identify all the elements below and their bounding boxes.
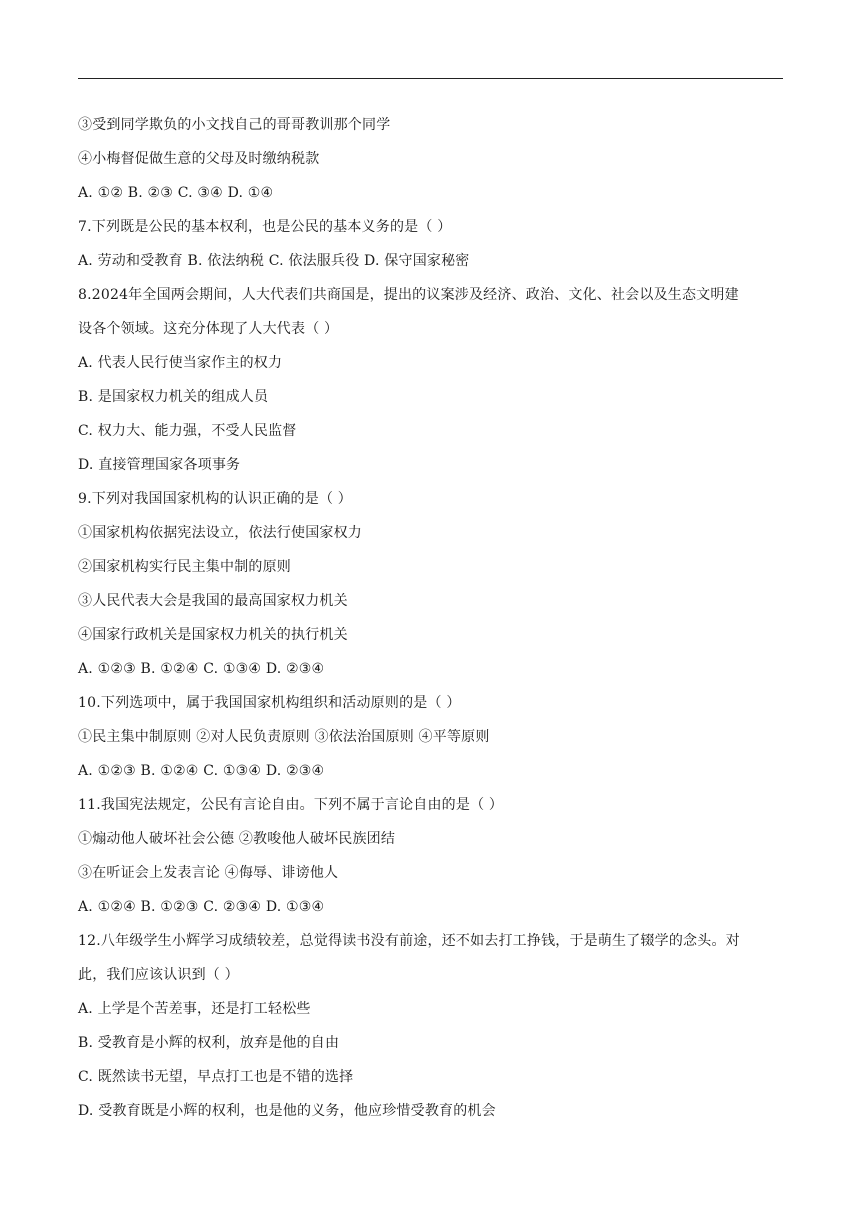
question-11: 11.我国宪法规定，公民有言论自由。下列不属于言论自由的是（ ）	[78, 797, 504, 813]
question-12: 12.八年级学生小辉学习成绩较差，总觉得读书没有前途，还不如去打工挣钱，于是萌生了辍学的念头。对	[78, 933, 740, 949]
question-12-continued: 此，我们应该认识到（ ）	[78, 967, 239, 983]
statements: ①民主集中制原则 ②对人民负责原则 ③依法治国原则 ④平等原则	[78, 729, 490, 745]
answer-option-a: A. 代表人民行使当家作主的权力	[78, 355, 283, 371]
question-10: 10.下列选项中，属于我国国家机构组织和活动原则的是（ ）	[78, 695, 461, 711]
question-8-continued: 设各个领域。这充分体现了人大代表（ ）	[78, 321, 339, 337]
statement-3: ③人民代表大会是我国的最高国家权力机关	[78, 593, 348, 609]
answer-options: A. ①②③ B. ①②④ C. ①③④ D. ②③④	[78, 661, 325, 677]
question-7: 7.下列既是公民的基本权利，也是公民的基本义务的是（ ）	[78, 219, 452, 235]
statement-2: ②国家机构实行民主集中制的原则	[78, 559, 291, 575]
answer-options: A. ①②③ B. ①②④ C. ①③④ D. ②③④	[78, 763, 325, 779]
header-rule	[78, 78, 783, 79]
question-8: 8.2024年全国两会期间，人大代表们共商国是，提出的议案涉及经济、政治、文化、社会以及生态文明建	[78, 287, 739, 303]
answer-option-d: D. 受教育既是小辉的权利，也是他的义务，他应珍惜受教育的机会	[78, 1103, 496, 1119]
text-line: ③受到同学欺负的小文找自己的哥哥教训那个同学	[78, 117, 391, 133]
answer-options: A. ①②④ B. ①②③ C. ②③④ D. ①③④	[78, 899, 325, 915]
answer-option-c: C. 权力大、能力强，不受人民监督	[78, 423, 297, 439]
answer-options: A. 劳动和受教育 B. 依法纳税 C. 依法服兵役 D. 保守国家秘密	[78, 253, 470, 269]
answer-option-a: A. 上学是个苦差事，还是打工轻松些	[78, 1001, 311, 1017]
statement-1: ①国家机构依据宪法设立，依法行使国家权力	[78, 525, 362, 541]
text-line: ④小梅督促做生意的父母及时缴纳税款	[78, 151, 320, 167]
answer-option-b: B. 受教育是小辉的权利，放弃是他的自由	[78, 1035, 340, 1051]
document-body	[78, 108, 786, 1128]
statements: ③在听证会上发表言论 ④侮辱、诽谤他人	[78, 865, 339, 881]
statements: ①煽动他人破坏社会公德 ②教唆他人破坏民族团结	[78, 831, 396, 847]
answer-option-d: D. 直接管理国家各项事务	[78, 457, 241, 473]
question-9: 9.下列对我国国家机构的认识正确的是（ ）	[78, 491, 353, 507]
statement-4: ④国家行政机关是国家权力机关的执行机关	[78, 627, 348, 643]
answer-option-b: B. 是国家权力机关的组成人员	[78, 389, 269, 405]
answer-option-c: C. 既然读书无望，早点打工也是不错的选择	[78, 1069, 354, 1085]
answer-options: A. ①② B. ②③ C. ③④ D. ①④	[78, 185, 274, 201]
